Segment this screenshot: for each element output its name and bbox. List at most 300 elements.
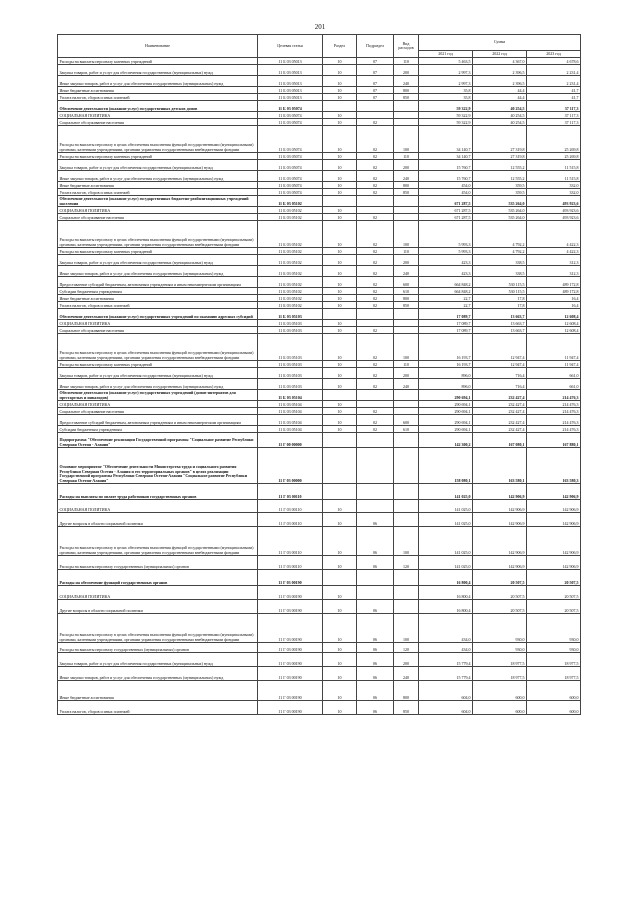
row-expense-type — [394, 513, 419, 527]
row-target-article: 11 Г 00 00000 — [258, 433, 323, 448]
row-sum-2021: 59 322,9 — [419, 119, 473, 126]
row-section: 10 — [323, 334, 357, 361]
row-sum-2022: 13 663,7 — [473, 327, 527, 334]
row-target-article: 11 Г 03 00110 — [258, 500, 323, 513]
table-row — [58, 327, 581, 334]
row-target-article: 11 Б 03 05104 — [258, 426, 323, 433]
row-sum-2022: 44,4 — [473, 94, 527, 101]
row-sum-2021: 664 848,2 — [419, 277, 473, 288]
row-subsection: 02 — [357, 248, 394, 255]
table-row — [58, 112, 581, 119]
table-row — [58, 189, 581, 196]
row-sum-2023: 18 977,5 — [527, 667, 581, 681]
row-sum-2022: 167 080,1 — [473, 433, 527, 448]
row-sum-2022: 142 906,9 — [473, 527, 527, 556]
row-section: 10 — [323, 556, 357, 570]
table-row — [58, 214, 581, 221]
table-row — [58, 361, 581, 368]
row-section: 10 — [323, 513, 357, 527]
row-sum-2022: 44,4 — [473, 87, 527, 94]
row-name: Социальное обслуживание населения — [58, 327, 258, 334]
row-name: Закупка товаров, работ и услуг для обеспечения государственных (муниципальных) нужд — [58, 653, 258, 667]
row-section: 10 — [323, 288, 357, 295]
row-sum-2022: 13 663,7 — [473, 320, 527, 327]
row-section: 10 — [323, 401, 357, 408]
row-sum-2023: 214 476,3 — [527, 390, 581, 401]
table-row — [58, 119, 581, 126]
row-name: Обеспечение деятельности (оказание услуг) государственных бюджетно-реабилитационных учреждений населения — [58, 196, 258, 207]
row-sum-2023: 12 608,4 — [527, 320, 581, 327]
row-target-article: 11 Б 03 05104 — [258, 401, 323, 408]
row-expense-type — [394, 570, 419, 586]
row-target-article: 11 Г 03 00190 — [258, 570, 323, 586]
row-sum-2021: 5 993,3 — [419, 248, 473, 255]
row-target-article: 11 Б 03 05103 — [258, 361, 323, 368]
row-target-article: 11 Б 03 05102 — [258, 214, 323, 221]
row-section: 10 — [323, 667, 357, 681]
row-subsection: 07 — [357, 65, 394, 76]
row-sum-2022: 12 947,4 — [473, 334, 527, 361]
row-subsection — [357, 390, 394, 401]
row-expense-type — [394, 408, 419, 415]
row-subsection: 02 — [357, 221, 394, 248]
row-target-article: 11 Б 03 05074 — [258, 182, 323, 189]
row-section: 10 — [323, 171, 357, 182]
row-subsection: 06 — [357, 667, 394, 681]
row-sum-2023: 12 608,4 — [527, 309, 581, 320]
row-sum-2021: 16 800,4 — [419, 570, 473, 586]
row-subsection — [357, 112, 394, 119]
table-row — [58, 207, 581, 214]
row-name: Расходы на выплаты персоналу в целях обеспечения выполнения функций государственными (муниципальными) органами, казенными учреждениями, органами управления государственными внебюджетными фондами — [58, 334, 258, 361]
row-name: Иные бюджетные ассигнования — [58, 87, 258, 94]
row-name: Социальное обслуживание населения — [58, 214, 258, 221]
row-sum-2021: 290 694,1 — [419, 401, 473, 408]
row-subsection: 02 — [357, 153, 394, 160]
row-sum-2021: 604,0 — [419, 681, 473, 701]
row-sum-2023: 11 947,4 — [527, 334, 581, 361]
table-row — [58, 667, 581, 681]
row-section: 10 — [323, 76, 357, 87]
row-sum-2023: 11 947,4 — [527, 361, 581, 368]
row-subsection: 02 — [357, 426, 394, 433]
row-sum-2023: 41,7 — [527, 94, 581, 101]
row-sum-2021: 15 760,7 — [419, 171, 473, 182]
row-sum-2023: 20 507,5 — [527, 600, 581, 614]
row-sum-2022: 2 396,5 — [473, 76, 527, 87]
row-subsection — [357, 570, 394, 586]
row-section — [323, 484, 357, 500]
row-section: 10 — [323, 643, 357, 653]
row-expense-type: 200 — [394, 255, 419, 266]
row-sum-2021: 35,8 — [419, 87, 473, 94]
table-row — [58, 65, 581, 76]
row-subsection: 02 — [357, 361, 394, 368]
row-subsection: 07 — [357, 76, 394, 87]
row-target-article: 11 Г 03 00110 — [258, 556, 323, 570]
table-row — [58, 182, 581, 189]
table-row — [58, 126, 581, 153]
row-subsection — [357, 101, 394, 112]
header-year-2022: 2022 год — [473, 51, 527, 58]
row-sum-2023: 489 172,8 — [527, 277, 581, 288]
header-year-2023: 2023 год — [527, 51, 581, 58]
table-row — [58, 309, 581, 320]
row-subsection: 02 — [357, 182, 394, 189]
table-row — [58, 426, 581, 433]
row-name: СОЦИАЛЬНАЯ ПОЛИТИКА — [58, 500, 258, 513]
row-sum-2022: 600,0 — [473, 701, 527, 715]
header-sum: Сумма — [419, 35, 581, 51]
row-sum-2021: 17 089,7 — [419, 327, 473, 334]
row-expense-type: 600 — [394, 277, 419, 288]
table-row — [58, 653, 581, 667]
row-expense-type: 200 — [394, 368, 419, 379]
row-subsection: 02 — [357, 327, 394, 334]
row-sum-2022: 27 319,8 — [473, 153, 527, 160]
row-sum-2021: 423,3 — [419, 255, 473, 266]
row-expense-type — [394, 327, 419, 334]
row-sum-2023: 12 608,4 — [527, 327, 581, 334]
row-sum-2021: 290 694,1 — [419, 415, 473, 426]
table-row — [58, 368, 581, 379]
row-expense-type — [394, 500, 419, 513]
row-expense-type: 850 — [394, 701, 419, 715]
row-sum-2023: 142 906,9 — [527, 527, 581, 556]
row-section: 10 — [323, 126, 357, 153]
row-subsection: 06 — [357, 527, 394, 556]
row-sum-2021: 423,3 — [419, 266, 473, 277]
row-name: СОЦИАЛЬНАЯ ПОЛИТИКА — [58, 586, 258, 600]
row-target-article: 11 Б 03 05102 — [258, 248, 323, 255]
header-name: Наименование — [58, 35, 258, 58]
row-sum-2021: 896,0 — [419, 368, 473, 379]
row-section — [323, 570, 357, 586]
row-subsection: 02 — [357, 126, 394, 153]
row-name: Социальное обслуживание населения — [58, 119, 258, 126]
row-expense-type: 240 — [394, 266, 419, 277]
row-target-article: 11 Б 03 05104 — [258, 390, 323, 401]
row-sum-2022: 359,5 — [473, 189, 527, 196]
row-target-article: 11 Б 03 05013 — [258, 58, 323, 65]
row-section: 10 — [323, 160, 357, 171]
row-target-article: 11 Г 03 00110 — [258, 527, 323, 556]
row-sum-2021: 141 025,0 — [419, 527, 473, 556]
row-sum-2023: 142 906,9 — [527, 513, 581, 527]
row-sum-2022: 600,0 — [473, 681, 527, 701]
row-sum-2022: 12 555,2 — [473, 160, 527, 171]
header-subsection: Подраздел — [357, 35, 394, 58]
row-name: Основное мероприятие "Обеспечение деятельности Министерства труда и социального развития Республики Северная Осетия - Алания и его территориальных органов" в целях реализации Государственной программы Республики Северная Осетия-Алания "Социальное развитие Республики Северная Осетия-Алания" — [58, 448, 258, 484]
row-target-article: 11 Г 03 00190 — [258, 653, 323, 667]
row-sum-2022: 4 792,2 — [473, 221, 527, 248]
row-target-article: 11 Б 03 05102 — [258, 277, 323, 288]
row-subsection: 02 — [357, 368, 394, 379]
row-sum-2021: 15 779,4 — [419, 653, 473, 667]
table-row — [58, 295, 581, 302]
row-name: Уплата налогов, сборов и иных платежей — [58, 302, 258, 309]
row-sum-2023: 930,0 — [527, 614, 581, 643]
row-sum-2021: 34 140,7 — [419, 126, 473, 153]
row-section: 10 — [323, 320, 357, 327]
row-expense-type: 110 — [394, 58, 419, 65]
row-name: Обеспечение деятельности (оказание услуг) государственных учреждений (домов-интернатов для престарелых и инвалидов) — [58, 390, 258, 401]
row-subsection: 02 — [357, 119, 394, 126]
row-sum-2021: 434,0 — [419, 643, 473, 653]
row-name: Расходы на выплаты персоналу казенных учреждений — [58, 248, 258, 255]
row-section: 10 — [323, 500, 357, 513]
row-section: 10 — [323, 295, 357, 302]
row-section: 10 — [323, 327, 357, 334]
row-target-article: 11 Б 03 05104 — [258, 408, 323, 415]
row-sum-2022: 232 427,4 — [473, 401, 527, 408]
row-expense-type: 120 — [394, 556, 419, 570]
row-sum-2023: 25 269,8 — [527, 126, 581, 153]
row-expense-type: 100 — [394, 614, 419, 643]
row-target-article: 11 Б 03 05104 — [258, 415, 323, 426]
row-subsection: 02 — [357, 214, 394, 221]
header-section: Раздел — [323, 35, 357, 58]
table-row — [58, 221, 581, 248]
row-sum-2022: 530 115,5 — [473, 288, 527, 295]
row-target-article: 11 Б 03 05103 — [258, 368, 323, 379]
row-sum-2023: 493 923,6 — [527, 214, 581, 221]
row-sum-2022: 40 254,5 — [473, 101, 527, 112]
row-expense-type — [394, 320, 419, 327]
row-sum-2023: 20 507,5 — [527, 570, 581, 586]
row-section: 10 — [323, 426, 357, 433]
row-sum-2023: 2 231,4 — [527, 65, 581, 76]
row-name: Расходы на выплаты персоналу государственных (муниципальных) органов — [58, 643, 258, 653]
row-sum-2021: 17 089,7 — [419, 320, 473, 327]
row-section: 10 — [323, 189, 357, 196]
row-sum-2023: 20 507,5 — [527, 586, 581, 600]
row-target-article: 11 Б 03 05103 — [258, 334, 323, 361]
row-subsection: 07 — [357, 87, 394, 94]
row-section — [323, 196, 357, 207]
row-sum-2021: 15 779,4 — [419, 667, 473, 681]
row-target-article: 11 Г 03 00190 — [258, 701, 323, 715]
row-sum-2021: 15 760,7 — [419, 160, 473, 171]
row-sum-2021: 671 287,5 — [419, 214, 473, 221]
row-section: 10 — [323, 153, 357, 160]
row-expense-type: 800 — [394, 681, 419, 701]
row-name: Иные бюджетные ассигнования — [58, 681, 258, 701]
row-expense-type: 800 — [394, 295, 419, 302]
row-subsection — [357, 448, 394, 484]
row-sum-2021: 17 089,7 — [419, 309, 473, 320]
row-expense-type — [394, 309, 419, 320]
row-expense-type: 200 — [394, 65, 419, 76]
row-sum-2022: 20 507,5 — [473, 600, 527, 614]
row-name: Субсидии бюджетным учреждениям — [58, 288, 258, 295]
row-name: Иные закупки товаров, работ и услуг для обеспечения государственных (муниципальных) нужд — [58, 76, 258, 87]
row-sum-2021: 2 997,3 — [419, 65, 473, 76]
row-subsection: 02 — [357, 266, 394, 277]
row-sum-2021: 290 694,1 — [419, 408, 473, 415]
table-row — [58, 160, 581, 171]
row-target-article: 11 Б 03 05102 — [258, 255, 323, 266]
row-sum-2022: 930,0 — [473, 643, 527, 653]
row-target-article: 11 Б 03 05102 — [258, 288, 323, 295]
row-expense-type: 100 — [394, 221, 419, 248]
row-sum-2023: 142 906,9 — [527, 500, 581, 513]
row-name: Расходы на выплаты персоналу в целях обеспечения выполнения функций государственными (муниципальными) органами, казенными учреждениями, органами управления государственными внебюджетными фондами — [58, 527, 258, 556]
row-sum-2022: 4 792,2 — [473, 248, 527, 255]
table-row — [58, 701, 581, 715]
row-name: Расходы на выплаты персоналу казенных учреждений — [58, 153, 258, 160]
row-target-article: 11 Г 03 00190 — [258, 586, 323, 600]
row-sum-2021: 22,7 — [419, 302, 473, 309]
row-name: Уплата налогов, сборов и иных платежей — [58, 189, 258, 196]
row-expense-type: 110 — [394, 361, 419, 368]
row-subsection — [357, 320, 394, 327]
row-section: 10 — [323, 415, 357, 426]
row-sum-2021: 22,7 — [419, 295, 473, 302]
row-sum-2022: 13 663,7 — [473, 309, 527, 320]
row-target-article: 11 Б 03 05074 — [258, 126, 323, 153]
row-section: 10 — [323, 586, 357, 600]
row-sum-2022: 40 254,5 — [473, 119, 527, 126]
table-row — [58, 288, 581, 295]
row-target-article: 11 Б 03 05102 — [258, 196, 323, 207]
row-subsection — [357, 586, 394, 600]
row-target-article: 11 Б 03 05103 — [258, 320, 323, 327]
row-expense-type — [394, 401, 419, 408]
table-row — [58, 196, 581, 207]
row-target-article: 11 Б 03 05074 — [258, 112, 323, 119]
table-row — [58, 681, 581, 701]
row-target-article: 11 Б 03 05074 — [258, 171, 323, 182]
row-subsection — [357, 401, 394, 408]
row-sum-2023: 4 422,3 — [527, 248, 581, 255]
row-section: 10 — [323, 87, 357, 94]
row-subsection: 06 — [357, 643, 394, 653]
row-expense-type: 100 — [394, 126, 419, 153]
row-sum-2022: 232 427,4 — [473, 408, 527, 415]
row-name: Иные закупки товаров, работ и услуг для обеспечения государственных (муниципальных) нужд — [58, 171, 258, 182]
table-row — [58, 255, 581, 266]
row-subsection: 02 — [357, 189, 394, 196]
row-sum-2022: 716,4 — [473, 368, 527, 379]
table-row — [58, 94, 581, 101]
row-sum-2021: 290 694,1 — [419, 426, 473, 433]
table-row — [58, 334, 581, 361]
row-sum-2022: 142 906,9 — [473, 513, 527, 527]
row-sum-2022: 716,4 — [473, 379, 527, 390]
row-expense-type: 850 — [394, 302, 419, 309]
row-name: Закупка товаров, работ и услуг для обеспечения государственных (муниципальных) нужд — [58, 368, 258, 379]
row-expense-type: 240 — [394, 667, 419, 681]
row-sum-2022: 27 319,8 — [473, 126, 527, 153]
row-subsection: 06 — [357, 614, 394, 643]
row-expense-type — [394, 207, 419, 214]
row-expense-type: 600 — [394, 415, 419, 426]
table-row — [58, 415, 581, 426]
row-sum-2022: 232 427,4 — [473, 415, 527, 426]
row-section: 10 — [323, 277, 357, 288]
row-name: Иные закупки товаров, работ и услуг для обеспечения государственных (муниципальных) нужд — [58, 667, 258, 681]
row-name: Расходы на выплаты персоналу государственных (муниципальных) органов — [58, 556, 258, 570]
row-sum-2021: 434,0 — [419, 614, 473, 643]
row-subsection: 02 — [357, 379, 394, 390]
row-section: 10 — [323, 681, 357, 701]
table-row — [58, 390, 581, 401]
row-target-article: 11 Б 03 05013 — [258, 76, 323, 87]
row-sum-2022: 359,5 — [473, 182, 527, 189]
row-sum-2023: 16,4 — [527, 302, 581, 309]
table-row — [58, 58, 581, 65]
row-expense-type — [394, 196, 419, 207]
row-sum-2021: 290 694,1 — [419, 390, 473, 401]
row-sum-2021: 16 193,7 — [419, 361, 473, 368]
row-expense-type: 610 — [394, 426, 419, 433]
row-target-article: 11 Б 03 05103 — [258, 309, 323, 320]
row-sum-2023: 37 117,3 — [527, 101, 581, 112]
row-section: 10 — [323, 653, 357, 667]
row-expense-type — [394, 112, 419, 119]
row-sum-2022: 20 507,5 — [473, 586, 527, 600]
table-row — [58, 153, 581, 160]
row-expense-type: 100 — [394, 334, 419, 361]
row-name: Расходы на выплаты персоналу в целях обеспечения выполнения функций государственными (муниципальными) органами, казенными учреждениями, органами управления государственными внебюджетными фондами — [58, 126, 258, 153]
row-section: 10 — [323, 600, 357, 614]
row-target-article: 11 Б 03 05102 — [258, 266, 323, 277]
table-row — [58, 513, 581, 527]
row-sum-2022: 535 264,0 — [473, 214, 527, 221]
row-subsection — [357, 484, 394, 500]
row-sum-2023: 661,0 — [527, 368, 581, 379]
row-subsection: 02 — [357, 255, 394, 266]
row-sum-2023: 489 172,8 — [527, 288, 581, 295]
table-row — [58, 266, 581, 277]
row-expense-type: 240 — [394, 379, 419, 390]
row-target-article: 11 Б 03 05102 — [258, 295, 323, 302]
row-sum-2023: 493 923,6 — [527, 207, 581, 214]
row-sum-2021: 5 463,5 — [419, 58, 473, 65]
row-sum-2021: 604,0 — [419, 701, 473, 715]
row-sum-2021: 5 993,3 — [419, 221, 473, 248]
row-sum-2023: 214 476,3 — [527, 401, 581, 408]
row-subsection — [357, 500, 394, 513]
row-sum-2023: 312,3 — [527, 255, 581, 266]
row-sum-2023: 37 117,3 — [527, 119, 581, 126]
row-target-article: 11 Г 03 00190 — [258, 614, 323, 643]
row-sum-2021: 141 025,0 — [419, 500, 473, 513]
row-sum-2022: 12 947,4 — [473, 361, 527, 368]
row-target-article: 11 Б 03 05102 — [258, 221, 323, 248]
row-target-article: 11 Б 03 05074 — [258, 101, 323, 112]
table-row — [58, 248, 581, 255]
row-name: Подпрограмма "Обеспечение реализации Государственной программы "Социальное развитие Республики Северная Осетия - Алания" — [58, 433, 258, 448]
row-expense-type: 120 — [394, 643, 419, 653]
row-subsection: 02 — [357, 160, 394, 171]
row-name: Обеспечение деятельности (оказание услуг) государственных учреждений по оказанию адресных субсидий — [58, 309, 258, 320]
row-name: Другие вопросы в области социальной политики — [58, 600, 258, 614]
table-row — [58, 433, 581, 448]
row-sum-2021: 671 287,5 — [419, 196, 473, 207]
row-expense-type — [394, 448, 419, 484]
row-name: Предоставление субсидий бюджетным, автономным учреждениям и иным некоммерческим организациям — [58, 277, 258, 288]
row-subsection: 02 — [357, 295, 394, 302]
row-subsection: 07 — [357, 94, 394, 101]
row-sum-2021: 2 997,3 — [419, 76, 473, 87]
row-target-article: 11 Г 03 00190 — [258, 600, 323, 614]
row-sum-2023: 41,7 — [527, 87, 581, 94]
row-sum-2022: 232 427,4 — [473, 390, 527, 401]
row-subsection — [357, 207, 394, 214]
row-name: Расходы на выплаты по оплате труда работников государственных органов — [58, 484, 258, 500]
